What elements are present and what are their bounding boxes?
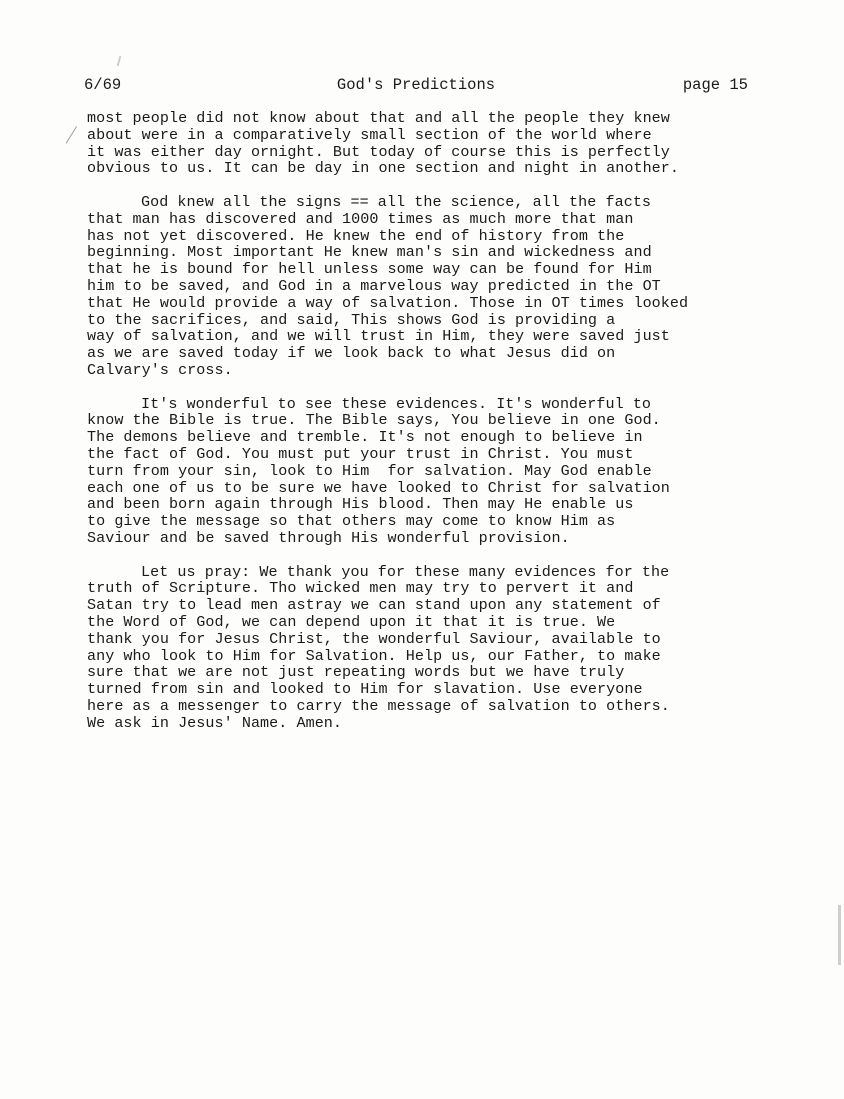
pen-mark <box>66 126 88 150</box>
text-line: about were in a comparatively small section of the world where <box>87 125 652 144</box>
paragraph-1 <box>87 110 777 177</box>
text-line: beginning. Most important He knew man's sin and wickedness and <box>87 243 652 262</box>
text-line: way of salvation, and we will trust in Him, they were saved just <box>87 327 670 346</box>
scan-mark <box>117 56 122 66</box>
text-line: Let us pray: We thank you for these many evidences for the <box>141 562 670 581</box>
text-line: here as a messenger to carry the message of salvation to others. <box>87 696 670 715</box>
document-body <box>87 110 777 731</box>
text-line: thank you for Jesus Christ, the wonderful Saviour, available to <box>87 629 661 648</box>
header-date: 6/69 <box>84 76 122 94</box>
text-line: turn from your sin, look to Him for salvation. May God enable <box>87 461 652 480</box>
paragraph-3 <box>87 396 777 547</box>
text-line: that man has discovered and 1000 times as much more that man <box>87 209 634 228</box>
text-line: has not yet discovered. He knew the end of history from the <box>87 226 625 245</box>
header-title: God's Predictions <box>336 76 496 94</box>
text-line: most people did not know about that and all the people they knew <box>87 109 670 127</box>
text-line: turned from sin and looked to Him for slavation. Use everyone <box>87 680 643 699</box>
text-line: any who look to Him for Salvation. Help us, our Father, to make <box>87 646 661 665</box>
text-line: him to be saved, and God in a marvelous way predicted in the OT <box>87 276 661 295</box>
text-line: truth of Scripture. Tho wicked men may try to pervert it and <box>87 579 634 598</box>
text-line: each one of us to be sure we have looked to Christ for salvation <box>87 478 670 497</box>
text-line: that he is bound for hell unless some way can be found for Him <box>87 260 652 279</box>
text-line: to give the message so that others may come to know Him as <box>87 512 616 531</box>
text-line: God knew all the signs == all the science, all the facts <box>141 192 652 211</box>
text-line: the Word of God, we can depend upon it that it is true. We <box>87 612 616 631</box>
text-line: Saviour and be saved through His wonderful provision. <box>87 528 570 547</box>
text-line: that He would provide a way of salvation. Those in OT times looked <box>87 293 689 312</box>
text-line: obvious to us. It can be day in one section and night in another. <box>87 159 680 178</box>
scan-edge-mark <box>838 905 841 965</box>
text-line: The demons believe and tremble. It's not enough to believe in <box>87 428 643 447</box>
text-line: to the sacrifices, and said, This shows God is providing a <box>87 310 616 329</box>
paragraph-4-prayer <box>87 564 777 732</box>
text-line: it was either day ornight. But today of course this is perfectly <box>87 142 670 161</box>
text-line: as we are saved today if we look back to what Jesus did on <box>87 344 616 363</box>
text-line: Satan try to lead men astray we can stand upon any statement of <box>87 596 661 615</box>
text-line: It's wonderful to see these evidences. It's wonderful to <box>141 394 652 413</box>
header-page-number: page 15 <box>682 76 748 94</box>
paragraph-2 <box>87 194 777 379</box>
text-line: sure that we are not just repeating words but we have truly <box>87 663 625 682</box>
text-line: the fact of God. You must put your trust in Christ. You must <box>87 444 634 463</box>
page-header <box>84 76 748 98</box>
text-line: Calvary's cross. <box>87 360 233 379</box>
text-line: know the Bible is true. The Bible says, You believe in one God. <box>87 411 661 430</box>
text-line: We ask in Jesus' Name. Amen. <box>87 713 343 732</box>
text-line: and been born again through His blood. Then may He enable us <box>87 495 634 514</box>
